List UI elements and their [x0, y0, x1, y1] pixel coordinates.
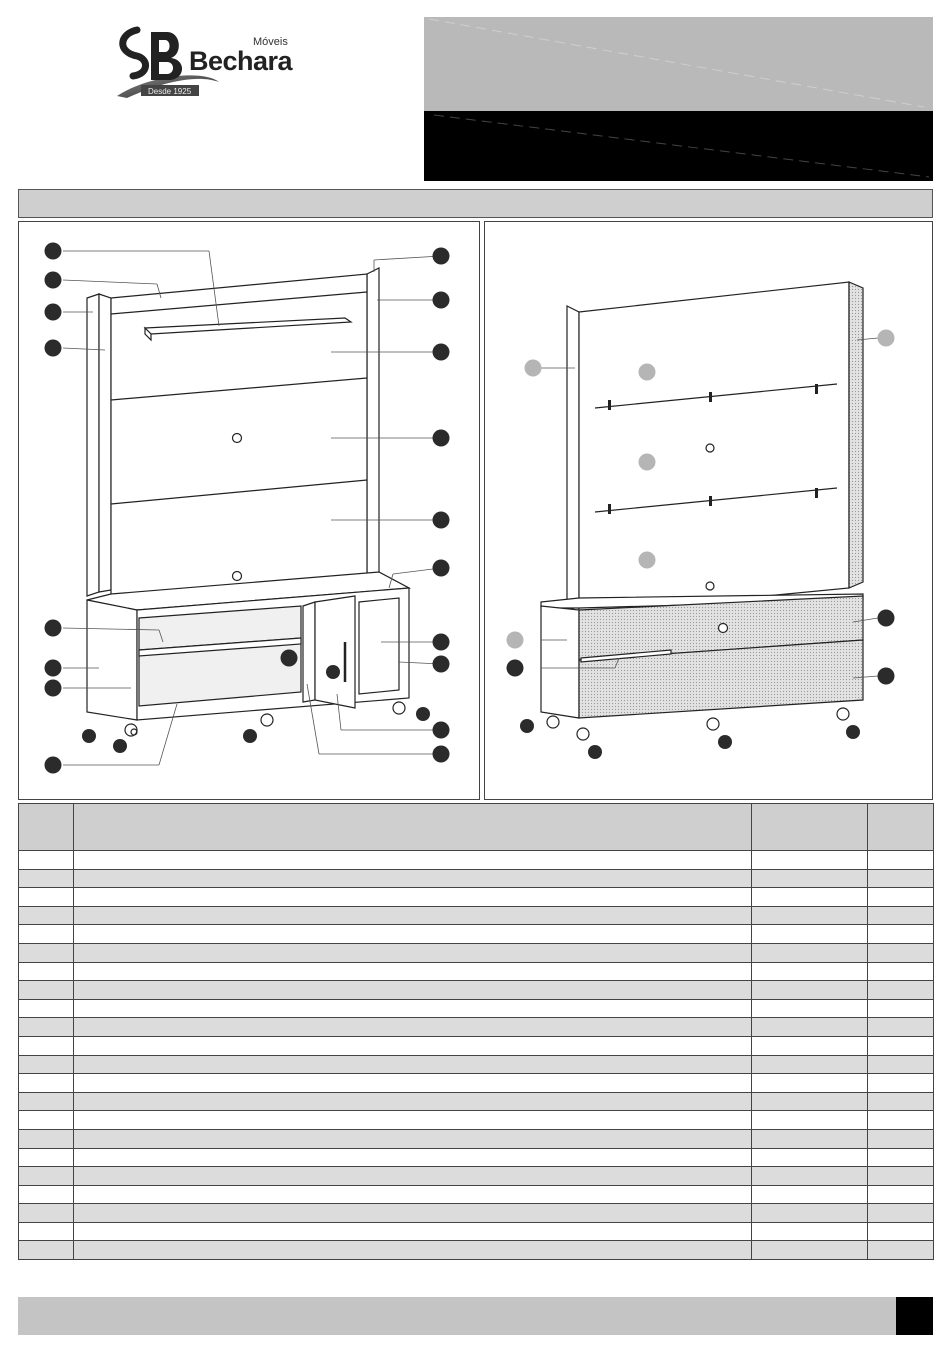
table-cell-dimensions [752, 943, 868, 962]
table-cell-description [74, 1129, 752, 1148]
table-cell-quantity [868, 869, 934, 888]
table-cell-number [19, 999, 74, 1018]
table-cell-dimensions [752, 1204, 868, 1223]
table-row [19, 1167, 934, 1186]
table-row [19, 1092, 934, 1111]
page-number-box [896, 1297, 933, 1335]
table-cell-description [74, 869, 752, 888]
table-row [19, 925, 934, 944]
table-cell-quantity [868, 981, 934, 1000]
table-cell-number [19, 1074, 74, 1093]
back-view-panel [484, 221, 933, 800]
table-cell-number [19, 1167, 74, 1186]
table-cell-description [74, 906, 752, 925]
table-cell-description [74, 943, 752, 962]
table-cell-number [19, 906, 74, 925]
table-cell-description [74, 1074, 752, 1093]
table-cell-description [74, 1241, 752, 1260]
table-cell-description [74, 1036, 752, 1055]
table-cell-dimensions [752, 888, 868, 907]
table-cell-number [19, 1204, 74, 1223]
front-view-panel [18, 221, 480, 800]
table-cell-dimensions [752, 851, 868, 870]
table-row [19, 999, 934, 1018]
table-cell-description [74, 888, 752, 907]
table-cell-description [74, 1018, 752, 1037]
table-cell-quantity [868, 1111, 934, 1130]
table-cell-number [19, 1092, 74, 1111]
table-cell-dimensions [752, 1185, 868, 1204]
table-cell-description [74, 1222, 752, 1241]
table-cell-dimensions [752, 925, 868, 944]
header-cell-description [74, 804, 752, 851]
table-cell-description [74, 925, 752, 944]
table-cell-dimensions [752, 981, 868, 1000]
table-cell-dimensions [752, 1018, 868, 1037]
table-cell-number [19, 943, 74, 962]
table-row [19, 981, 934, 1000]
table-row [19, 1129, 934, 1148]
table-cell-description [74, 962, 752, 981]
title-block-black [424, 111, 933, 181]
table-cell-description [74, 1204, 752, 1223]
logo-brand-text: Bechara [189, 46, 293, 76]
table-cell-dimensions [752, 1092, 868, 1111]
table-cell-dimensions [752, 1222, 868, 1241]
table-cell-quantity [868, 888, 934, 907]
table-row [19, 1241, 934, 1260]
table-cell-description [74, 1092, 752, 1111]
header-cell-quantity [868, 804, 934, 851]
table-row [19, 943, 934, 962]
table-cell-number [19, 1036, 74, 1055]
table-cell-quantity [868, 999, 934, 1018]
table-cell-number [19, 962, 74, 981]
table-cell-dimensions [752, 1036, 868, 1055]
table-cell-number [19, 925, 74, 944]
section-header-bar [18, 189, 933, 218]
table-cell-dimensions [752, 1074, 868, 1093]
table-row [19, 888, 934, 907]
table-cell-quantity [868, 943, 934, 962]
header-cell-dimensions [752, 804, 868, 851]
table-cell-number [19, 1018, 74, 1037]
bechara-logo [107, 24, 315, 104]
table-cell-quantity [868, 1204, 934, 1223]
table-row [19, 906, 934, 925]
table-row [19, 1222, 934, 1241]
table-cell-quantity [868, 1241, 934, 1260]
table-row [19, 1018, 934, 1037]
table-cell-description [74, 981, 752, 1000]
table-cell-description [74, 851, 752, 870]
table-cell-number [19, 1222, 74, 1241]
table-cell-quantity [868, 906, 934, 925]
table-row [19, 962, 934, 981]
table-row [19, 1036, 934, 1055]
table-row [19, 1204, 934, 1223]
table-cell-quantity [868, 1185, 934, 1204]
table-row [19, 1055, 934, 1074]
table-cell-number [19, 869, 74, 888]
table-cell-quantity [868, 1167, 934, 1186]
table-cell-quantity [868, 1074, 934, 1093]
table-row [19, 851, 934, 870]
table-cell-quantity [868, 851, 934, 870]
table-cell-dimensions [752, 906, 868, 925]
table-cell-number [19, 1185, 74, 1204]
table-cell-dimensions [752, 999, 868, 1018]
table-cell-number [19, 1055, 74, 1074]
table-cell-description [74, 1167, 752, 1186]
table-cell-dimensions [752, 962, 868, 981]
table-row [19, 1185, 934, 1204]
footer-bar [18, 1297, 933, 1335]
table-cell-number [19, 981, 74, 1000]
table-cell-number [19, 888, 74, 907]
table-cell-number [19, 851, 74, 870]
table-cell-quantity [868, 962, 934, 981]
table-cell-number [19, 1241, 74, 1260]
table-cell-quantity [868, 1148, 934, 1167]
header-cell-number [19, 804, 74, 851]
table-row [19, 1111, 934, 1130]
parts-table [18, 803, 934, 1260]
table-cell-dimensions [752, 1241, 868, 1260]
table-cell-number [19, 1111, 74, 1130]
table-row [19, 1148, 934, 1167]
table-cell-quantity [868, 1018, 934, 1037]
parts-table-header [19, 804, 934, 851]
table-cell-dimensions [752, 1129, 868, 1148]
table-cell-dimensions [752, 1055, 868, 1074]
back-view-illustration [485, 222, 934, 801]
table-cell-quantity [868, 1055, 934, 1074]
title-block-grey [424, 17, 933, 111]
table-cell-dimensions [752, 1148, 868, 1167]
table-cell-quantity [868, 1092, 934, 1111]
logo-moveis-text: Móveis [253, 36, 288, 48]
table-cell-dimensions [752, 1167, 868, 1186]
table-cell-description [74, 1111, 752, 1130]
table-cell-quantity [868, 925, 934, 944]
front-view-illustration [19, 222, 481, 801]
table-cell-description [74, 999, 752, 1018]
table-cell-quantity [868, 1129, 934, 1148]
table-cell-description [74, 1148, 752, 1167]
logo-since-text: Desde 1925 [148, 87, 192, 96]
table-cell-description [74, 1185, 752, 1204]
table-cell-description [74, 1055, 752, 1074]
table-cell-dimensions [752, 869, 868, 888]
table-cell-dimensions [752, 1111, 868, 1130]
table-cell-quantity [868, 1222, 934, 1241]
table-row [19, 869, 934, 888]
parts-table-body [19, 851, 934, 1260]
table-row [19, 1074, 934, 1093]
table-cell-number [19, 1129, 74, 1148]
table-cell-quantity [868, 1036, 934, 1055]
table-cell-number [19, 1148, 74, 1167]
